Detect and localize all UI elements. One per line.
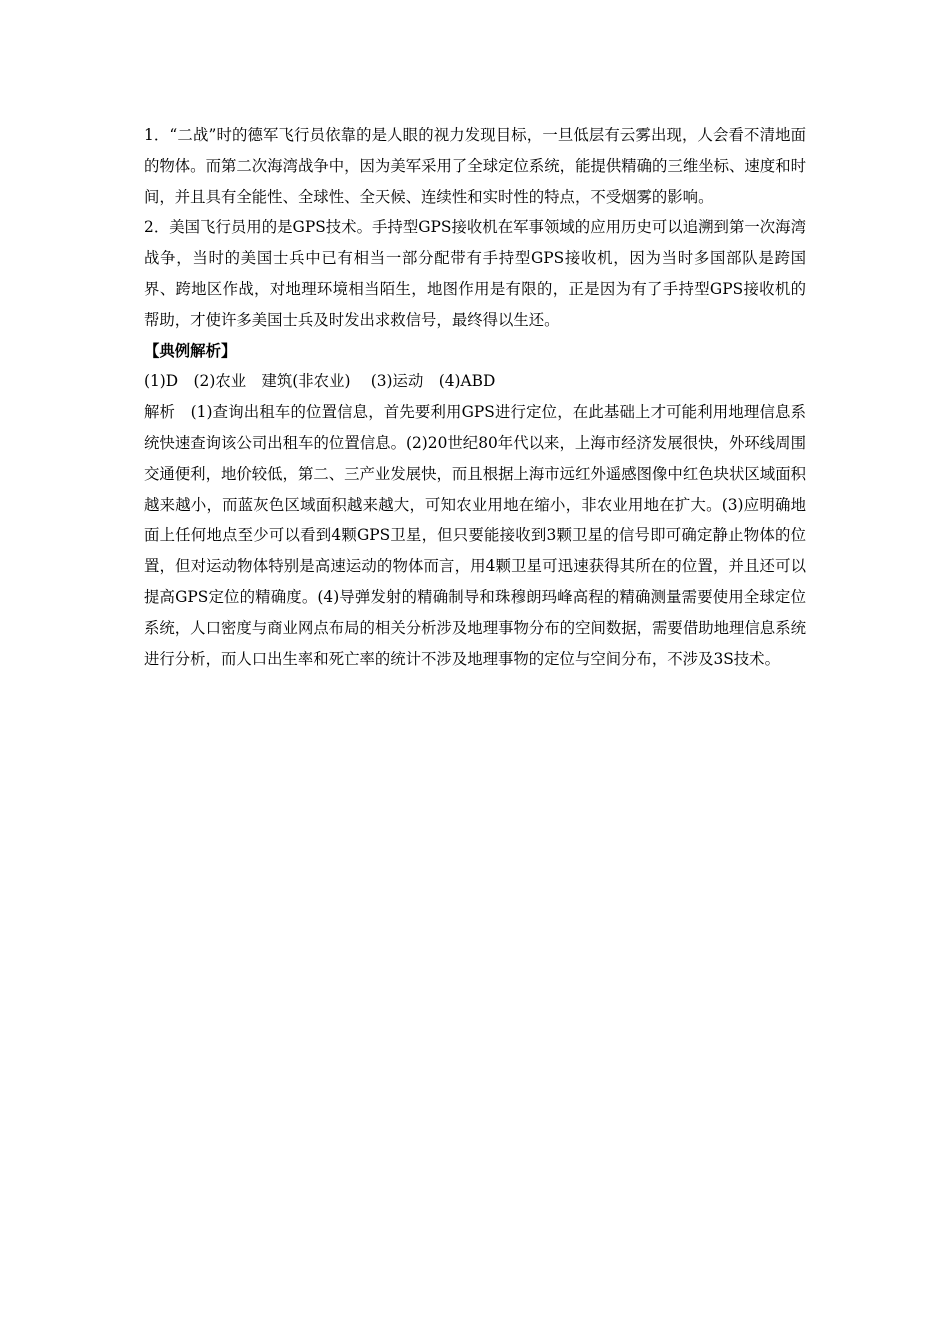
answer-text: (1)D (2)农业 建筑(非农业) (3)运动 (4)ABD xyxy=(144,372,496,391)
document-page xyxy=(144,120,806,674)
analysis-paragraph: 解析 (1)查询出租车的位置信息，首先要利用GPS进行定位，在此基础上才可能利用地理信息系统快速查询该公司出租车的位置信息。(2)20世纪80年代以来，上海市经济发展很快，外环线周围交通便利，地价较低，第二、三产业发展快，而且根据上海市远红外遥感图像中红色块状区域面积越来越小，而蓝灰色区域面积越来越大，可知农业用地在缩小，非农业用地在扩大。(3)应明确地面上任何地点至少可以看到4颗GPS卫星，但只要能接收到3颗卫星的信号即可确定静止物体的位置，但对运动物体特别是高速运动的物体而言，用4颗卫星可迅速获得其所在的位置，并且还可以提高GPS定位的精确度。(4)导弹发射的精确制导和珠穆朗玛峰高程的精确测量需要使用全球定位系统，人口密度与商业网点布局的相关分析涉及地理事物分布的空间数据，需要借助地理信息系统进行分析，而人口出生率和死亡率的统计不涉及地理事物的定位与空间分布，不涉及3S技术。 xyxy=(144,403,806,668)
section-heading: 【典例解析】 xyxy=(144,341,237,360)
answer-line xyxy=(144,366,806,397)
paragraph-item-2: 2．美国飞行员用的是GPS技术。手持型GPS接收机在军事领域的应用历史可以追溯到第一次海湾战争，当时的美国士兵中已有相当一部分配带有手持型GPS接收机，因为当时多国部队是跨国界、跨地区作战，对地理环境相当陌生，地图作用是有限的，正是因为有了手持型GPS接收机的帮助，才使许多美国士兵及时发出求救信号，最终得以生还。 xyxy=(144,218,806,329)
paragraph-item-1: 1．“二战”时的德军飞行员依靠的是人眼的视力发现目标，一旦低层有云雾出现，人会看不清地面的物体。而第二次海湾战争中，因为美军采用了全球定位系统，能提供精确的三维坐标、速度和时间，并且具有全能性、全球性、全天候、连续性和实时性的特点，不受烟雾的影响。 xyxy=(144,126,806,206)
